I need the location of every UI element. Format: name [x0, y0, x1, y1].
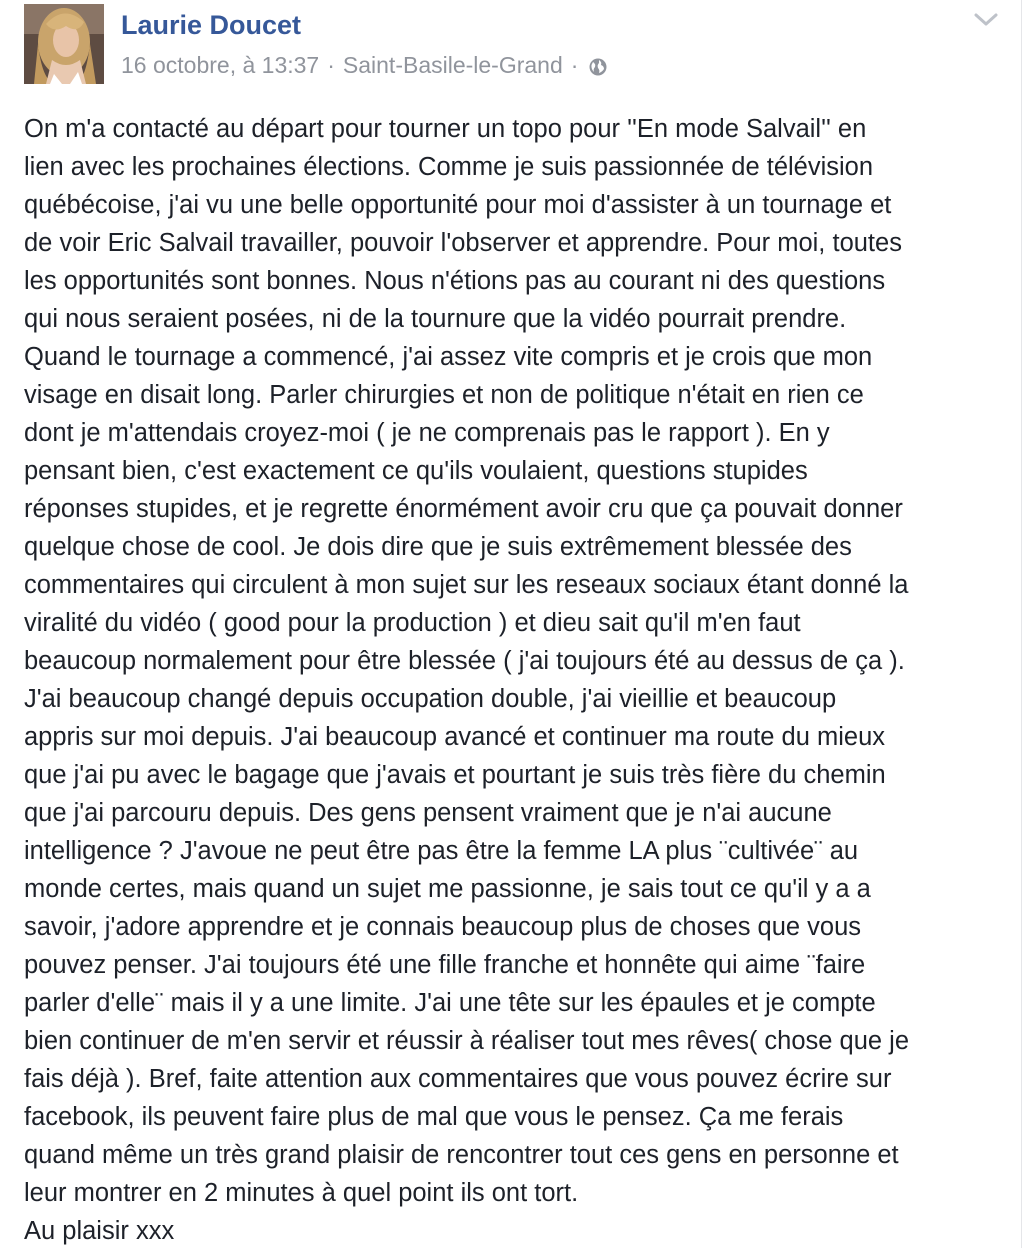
post-body-line: J'ai beaucoup changé depuis occupation double, j'ai vieillie et beaucoup [24, 685, 837, 713]
post-body-line: commentaires qui circulent à mon sujet sur les reseaux sociaux étant donné la [24, 571, 909, 599]
post-body-line: facebook, ils peuvent faire plus de mal que vous le pensez. Ça me ferais [24, 1103, 844, 1131]
post-body-line: beaucoup normalement pour être blessée ( j'ai toujours été au dessus de ça ). [24, 647, 905, 675]
post-body-line: fais déjà ). Bref, faite attention aux commentaires que vous pouvez écrire sur [24, 1065, 892, 1093]
post-body-line: lien avec les prochaines élections. Comme je suis passionnée de télévision [24, 153, 874, 181]
post-body-line: quand même un très grand plaisir de rencontrer tout ces gens en personne et [24, 1141, 899, 1169]
chevron-down-icon[interactable] [973, 10, 999, 30]
post-meta [121, 52, 608, 79]
meta-separator: · [570, 52, 579, 78]
post-body-line: pouvez penser. J'ai toujours été une fille franche et honnête qui aime ¨faire [24, 951, 866, 979]
post-body-line: Au plaisir xxx [24, 1217, 175, 1245]
post-body-line: que j'ai pu avec le bagage que j'avais et pourtant je suis très fière du chemin [24, 761, 886, 789]
post-body-line: dont je m'attendais croyez-moi ( je ne comprenais pas le rapport ). En y [24, 419, 830, 447]
post-body-line: savoir, j'adore apprendre et je connais beaucoup plus de choses que vous [24, 913, 862, 941]
post-body-line: monde certes, mais quand un sujet me passionne, je sais tout ce qu'il y a a [24, 875, 871, 903]
post-body-line: les opportunités sont bonnes. Nous n'étions pas au courant ni des questions [24, 267, 886, 295]
globe-icon[interactable] [588, 56, 608, 76]
post-body-line: viralité du vidéo ( good pour la production ) et dieu sait qu'il m'en faut [24, 609, 801, 637]
post-body-line: visage en disait long. Parler chirurgies et non de politique n'était en rien ce [24, 381, 864, 409]
post-location[interactable]: Saint-Basile-le-Grand [342, 52, 563, 78]
post-body-line: réponses stupides, et je regrette énormément avoir cru que ça pouvait donner [24, 495, 903, 523]
post-body-line: qui nous seraient posées, ni de la tournure que la vidéo pourrait prendre. [24, 305, 847, 333]
meta-separator: · [327, 52, 335, 78]
post-body-line: pensant bien, c'est exactement ce qu'ils voulaient, questions stupides [24, 457, 808, 485]
post-body-line: appris sur moi depuis. J'ai beaucoup avancé et continuer ma route du mieux [24, 723, 886, 751]
author-name[interactable]: Laurie Doucet [121, 10, 302, 40]
post-body-line: bien continuer de m'en servir et réussir à réaliser tout mes rêves( chose que je [24, 1027, 910, 1055]
post-body-line: parler d'elle¨ mais il y a une limite. J'ai une tête sur les épaules et je compte [24, 989, 876, 1017]
post-timestamp[interactable]: 16 octobre, à 13:37 [121, 52, 320, 78]
avatar[interactable] [24, 4, 104, 84]
post-body-line: quelque chose de cool. Je dois dire que je suis extrêmement blessée des [24, 533, 852, 561]
profile-photo [24, 4, 104, 84]
post-body-line: On m'a contacté au départ pour tourner un topo pour ''En mode Salvail'' en [24, 115, 867, 143]
post-body-line: que j'ai parcouru depuis. Des gens pensent vraiment que je n'ai aucune [24, 799, 832, 827]
post-body-line: intelligence ? J'avoue ne peut être pas être la femme LA plus ¨cultivée¨ au [24, 837, 859, 865]
post-body-line: de voir Eric Salvail travailler, pouvoir l'observer et apprendre. Pour moi, toutes [24, 229, 902, 257]
post-body-line: leur montrer en 2 minutes à quel point ils ont tort. [24, 1179, 579, 1207]
post-body [24, 110, 1014, 1250]
post-body-line: Quand le tournage a commencé, j'ai assez vite compris et je crois que mon [24, 343, 873, 371]
post-body-line: québécoise, j'ai vu une belle opportunité pour moi d'assister à un tournage et [24, 191, 892, 219]
